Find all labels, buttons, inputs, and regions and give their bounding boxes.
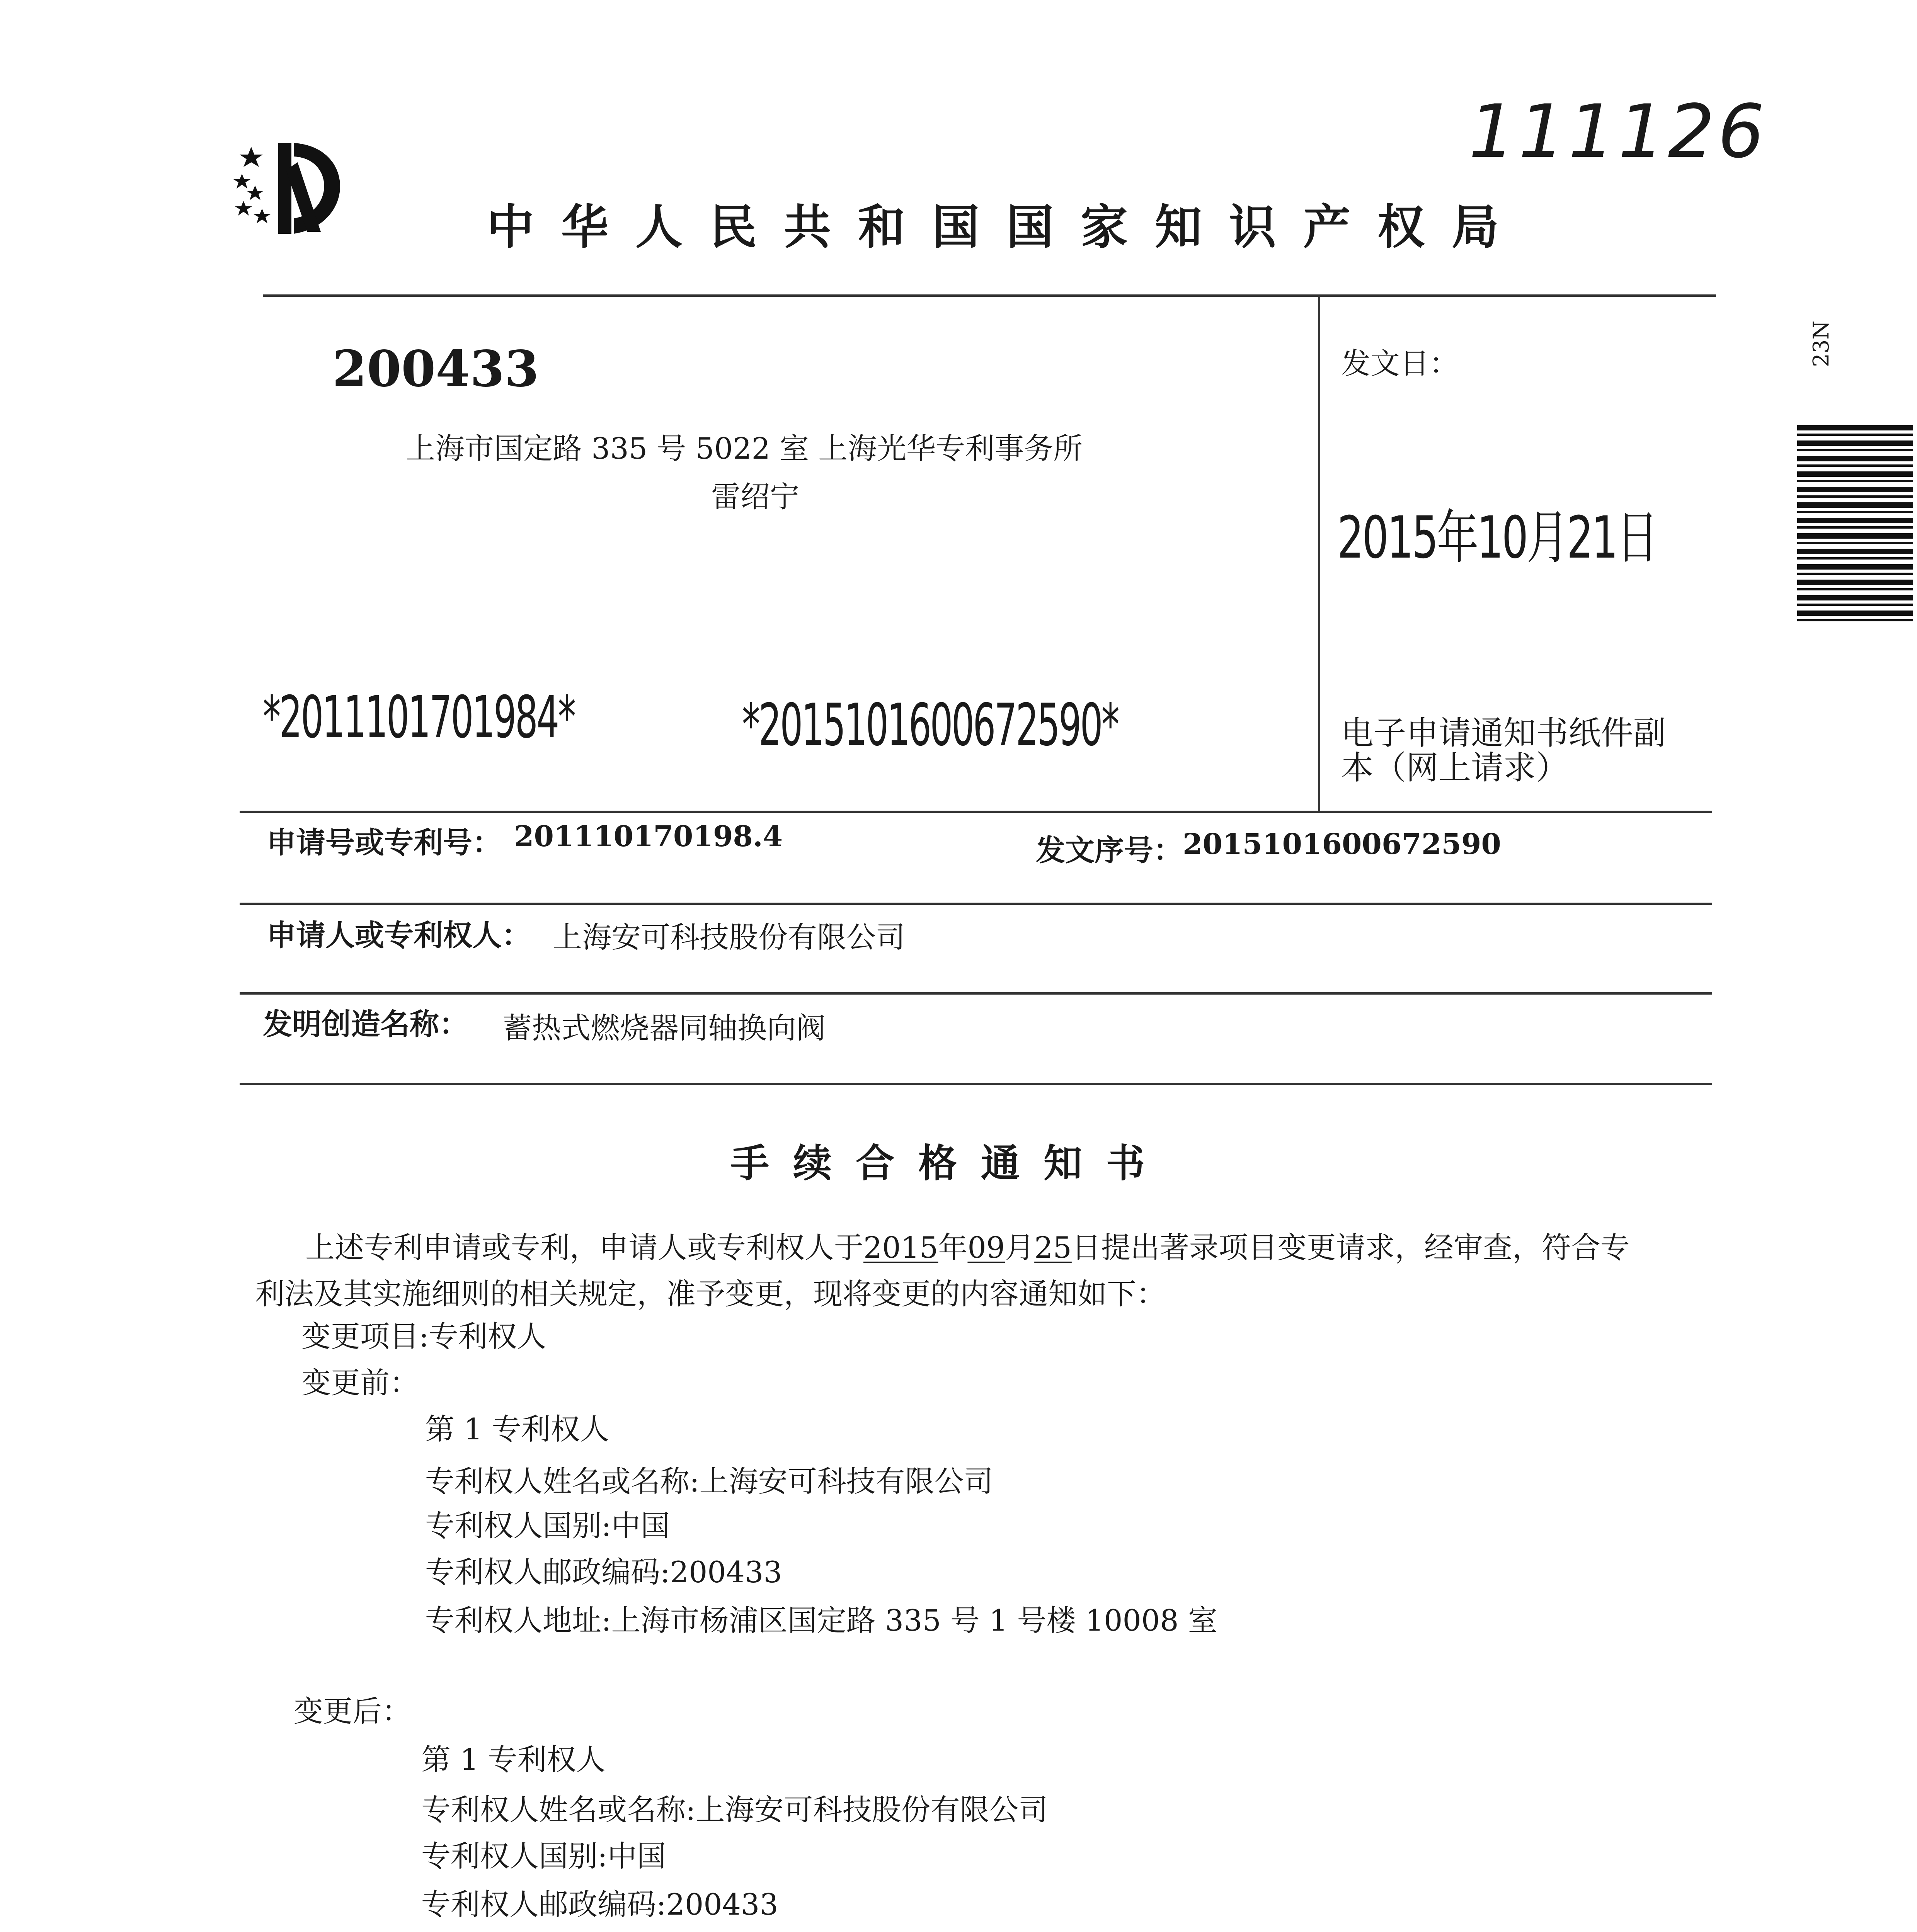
after-item: 专利权人邮政编码:200433: [421, 1887, 778, 1922]
side-label: 23N: [1809, 320, 1834, 367]
fields-divider-3: [240, 992, 1712, 995]
notice-type-line2: 本（网上请求）: [1341, 749, 1569, 787]
recipient-address: 上海市国定路 335 号 5022 室 上海光华专利事务所: [406, 431, 1083, 466]
fields-divider-top: [240, 811, 1712, 813]
notice-title: 手续合格通知书: [730, 1140, 1169, 1186]
before-item: 第 1 专利权人: [425, 1412, 609, 1446]
fields-divider-bottom: [240, 1083, 1712, 1085]
applicant-label: 申请人或专利权人：: [267, 918, 531, 952]
header-divider: [263, 294, 1716, 297]
after-item: [421, 1928, 1214, 1932]
before-item: 专利权人邮政编码:200433: [425, 1555, 782, 1589]
issue-date: 2015年10月21日: [1337, 504, 1657, 571]
notice-paragraph-line1: 上述专利申请或专利，申请人或专利权人于2015年09月25日提出著录项目变更请求，经审查，符合专: [305, 1230, 1630, 1265]
after-item: 第 1 专利权人: [421, 1742, 606, 1777]
after-item: 专利权人姓名或名称:上海安可科技股份有限公司: [421, 1793, 1048, 1827]
application-number-label: 申请号或专利号：: [267, 825, 502, 860]
serial-number: 2015101600672590: [1183, 828, 1501, 861]
after-label: 变更后：: [294, 1694, 411, 1728]
barcode-icon: [1797, 425, 1913, 626]
after-item: 专利权人国别:中国: [421, 1839, 666, 1873]
before-item: 专利权人地址:上海市杨浦区国定路 335 号 1 号楼 10008 室: [425, 1603, 1217, 1638]
serial-number-label: 发文序号：: [1036, 833, 1183, 867]
header-vertical-divider: [1318, 294, 1320, 812]
applicant-name: 上海安可科技股份有限公司: [553, 920, 905, 954]
notice-type-line1: 电子申请通知书纸件副: [1341, 714, 1666, 752]
page-title: 中华人民共和国国家知识产权局: [487, 200, 1526, 255]
issue-date-label: 发文日：: [1341, 346, 1459, 381]
cnipa-logo-icon: [228, 139, 367, 240]
handwritten-number: 111126: [1469, 89, 1768, 174]
before-item: 专利权人姓名或名称:上海安可科技有限公司: [425, 1464, 993, 1498]
before-item: 专利权人国别:中国: [425, 1509, 670, 1543]
notice-paragraph-line2: 利法及其实施细则的相关规定，准予变更，现将变更的内容通知如下：: [255, 1277, 1166, 1311]
invention-name: 蓄热式燃烧器同轴换向阀: [502, 1011, 826, 1045]
invention-name-label: 发明创造名称：: [263, 1007, 468, 1041]
before-label: 变更前：: [301, 1366, 419, 1400]
recipient-name: 雷绍宁: [711, 480, 799, 514]
fields-divider-2: [240, 903, 1712, 905]
application-number: 201110170198.4: [514, 820, 783, 853]
recipient-postcode: 200433: [332, 340, 539, 398]
document-code: *2015101600672590*: [742, 692, 1118, 759]
application-code: *2011101701984*: [263, 684, 575, 751]
change-item: 变更项目:专利权人: [301, 1319, 546, 1354]
